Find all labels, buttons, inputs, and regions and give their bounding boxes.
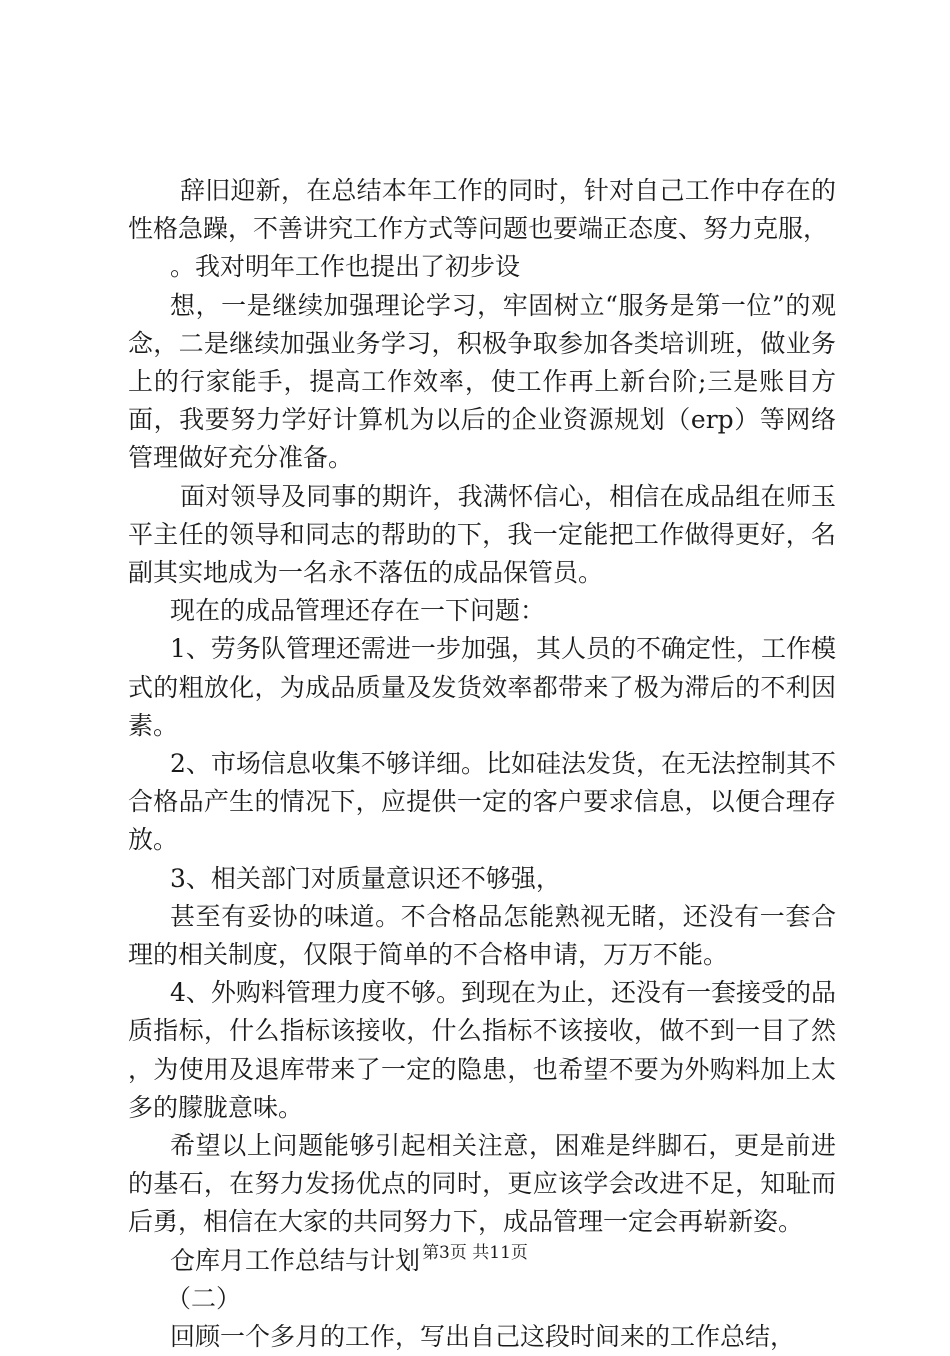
paragraph-problem-1: 1、劳务队管理还需进一步加强，其人员的不确定性，工作模式的粗放化，为成品质量及发货效率都带来了极为滞后的不利因素。 [128, 634, 836, 740]
paragraph-problem-3: 3、相关部门对质量意识还不够强， [170, 863, 561, 893]
paragraph-problem-4: 4、外购料管理力度不够。到现在为止，还没有一套接受的品质指标，什么指标该接收，什么指标不该接收，做不到一目了然，为使用及退库带来了一定的隐患，也希望不要为外购料加上太多的朦胧意味。 [128, 978, 836, 1122]
paragraph-problems-heading: 现在的成品管理还存在一下问题： [170, 596, 546, 626]
paragraph-closing-hope: 希望以上问题能够引起相关注意，困难是绊脚石，更是前进的基石，在努力发扬优点的同时，更应该学会改进不足，知耻而后勇，相信在大家的共同努力下，成品管理一定会再崭新姿。 [128, 1131, 836, 1237]
page-number-footer: 第3页 共11页 [422, 1243, 528, 1263]
paragraph-review-intro: 回顾一个多月的工作，写出自己这段时间来的工作总结， [170, 1322, 796, 1352]
paragraph-new-year-intro: 辞旧迎新，在总结本年工作的同时，针对自己工作中存在的性格急躁，不善讲究工作方式等问题也要端正态度、努力克服， [128, 176, 836, 244]
paragraph-problem-3-cont: 甚至有妥协的味道。不合格品怎能熟视无睹，还没有一套合理的相关制度，仅限于简单的不合格申请，万万不能。 [128, 901, 836, 970]
document-body [128, 172, 836, 1356]
paragraph-plan-lead: 。我对明年工作也提出了初步设 [170, 252, 521, 282]
paragraph-problem-2: 2、市场信息收集不够详细。比如硅法发货，在无法控制其不合格品产生的情况下，应提供一定的客户要求信息，以便合理存放。 [128, 749, 836, 855]
section-title: 仓库月工作总结与计划 [170, 1245, 421, 1275]
paragraph-plan-details: 想，一是继续加强理论学习，牢固树立“服务是第一位”的观念，二是继续加强业务学习，积极争取参加各类培训班，做业务上的行家能手，提高工作效率，使工作再上新台阶;三是账目方面，我要努力学好计算机为以后的企业资源规划（erp）等网络管理做好充分准备。 [128, 290, 836, 473]
section-number: （二） [166, 1283, 242, 1313]
paragraph-confidence: 面对领导及同事的期许，我满怀信心，相信在成品组在师玉平主任的领导和同志的帮助的下，我一定能把工作做得更好，名副其实地成为一名永不落伍的成品保管员。 [128, 481, 836, 588]
